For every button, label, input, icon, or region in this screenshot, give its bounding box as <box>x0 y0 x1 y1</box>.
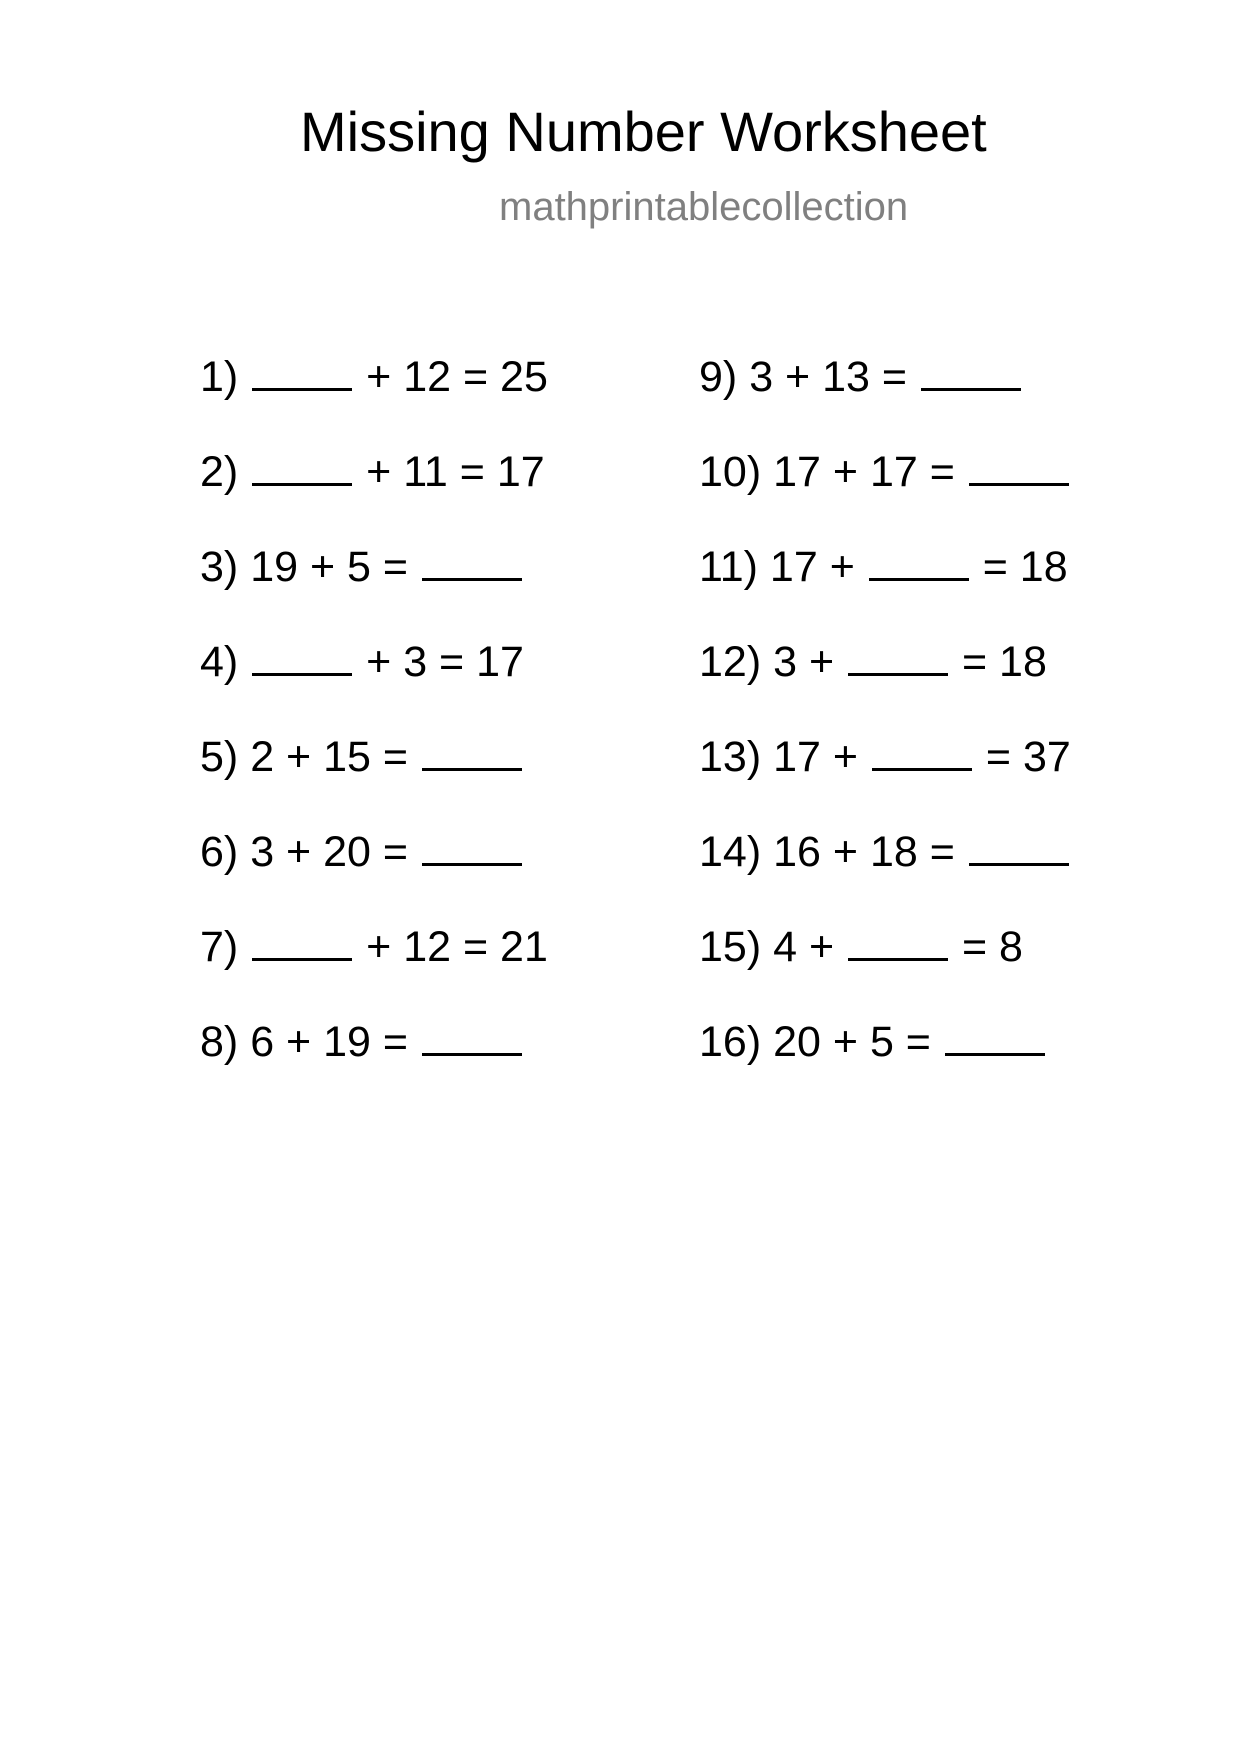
problem-expression: 2 + 15 = <box>250 733 408 781</box>
answer-blank[interactable] <box>422 540 522 581</box>
answer-blank[interactable] <box>252 635 352 676</box>
problem-3 <box>200 540 548 635</box>
problem-result: = 18 <box>962 638 1047 686</box>
problem-number: 2) <box>200 448 239 496</box>
answer-blank[interactable] <box>422 730 522 771</box>
answer-blank[interactable] <box>252 350 352 391</box>
problem-expression: 3 + 13 = <box>749 353 907 401</box>
problem-expression: 3 + <box>773 638 835 686</box>
problem-expression: 17 + <box>769 543 855 591</box>
problem-expression: 4 + <box>773 923 835 971</box>
problem-expression: 20 + 5 = <box>773 1018 931 1066</box>
problem-13 <box>699 730 1071 825</box>
problem-result: = 8 <box>962 923 1023 971</box>
problem-number: 14) <box>699 828 762 876</box>
answer-blank[interactable] <box>872 730 972 771</box>
problem-15 <box>699 920 1071 1015</box>
worksheet-subtitle: mathprintablecollection <box>499 185 909 229</box>
answer-blank[interactable] <box>848 635 948 676</box>
problem-number: 10) <box>699 448 762 496</box>
worksheet-title: Missing Number Worksheet <box>300 100 987 163</box>
problem-number: 15) <box>699 923 762 971</box>
problem-expression: + 12 = 25 <box>366 353 548 401</box>
answer-blank[interactable] <box>422 1015 522 1056</box>
problems-right-column <box>699 350 1071 1110</box>
answer-blank[interactable] <box>969 445 1069 486</box>
answer-blank[interactable] <box>252 920 352 961</box>
problem-number: 8) <box>200 1018 239 1066</box>
problem-expression: + 11 = 17 <box>366 448 545 496</box>
problem-6 <box>200 825 548 920</box>
problem-expression: 16 + 18 = <box>773 828 955 876</box>
problem-expression: 17 + <box>773 733 858 781</box>
problem-expression: + 12 = 21 <box>366 923 548 971</box>
problem-9 <box>699 350 1071 445</box>
problems-left-column <box>200 350 548 1110</box>
answer-blank[interactable] <box>969 825 1069 866</box>
answer-blank[interactable] <box>945 1015 1045 1056</box>
problem-14 <box>699 825 1071 920</box>
problem-number: 5) <box>200 733 239 781</box>
problem-11 <box>699 540 1071 635</box>
problem-expression: + 3 = 17 <box>366 638 524 686</box>
problem-number: 9) <box>699 353 738 401</box>
problem-8 <box>200 1015 548 1110</box>
problem-16 <box>699 1015 1071 1110</box>
problem-number: 4) <box>200 638 239 686</box>
problem-number: 13) <box>699 733 762 781</box>
answer-blank[interactable] <box>422 825 522 866</box>
answer-blank[interactable] <box>869 540 969 581</box>
answer-blank[interactable] <box>848 920 948 961</box>
problem-expression: 19 + 5 = <box>250 543 408 591</box>
problem-number: 1) <box>200 353 239 401</box>
problem-1 <box>200 350 548 445</box>
problem-number: 7) <box>200 923 239 971</box>
answer-blank[interactable] <box>921 350 1021 391</box>
problem-result: = 37 <box>985 733 1071 781</box>
problem-2 <box>200 445 548 540</box>
problem-expression: 6 + 19 = <box>250 1018 408 1066</box>
problem-10 <box>699 445 1071 540</box>
problem-number: 12) <box>699 638 762 686</box>
answer-blank[interactable] <box>252 445 352 486</box>
problem-5 <box>200 730 548 825</box>
problem-number: 16) <box>699 1018 762 1066</box>
problem-7 <box>200 920 548 1015</box>
problem-result: = 18 <box>982 543 1068 591</box>
problem-12 <box>699 635 1071 730</box>
problem-4 <box>200 635 548 730</box>
problem-number: 6) <box>200 828 239 876</box>
problem-expression: 17 + 17 = <box>773 448 955 496</box>
problem-number: 3) <box>200 543 239 591</box>
problem-number: 11) <box>699 543 758 591</box>
problem-expression: 3 + 20 = <box>250 828 408 876</box>
